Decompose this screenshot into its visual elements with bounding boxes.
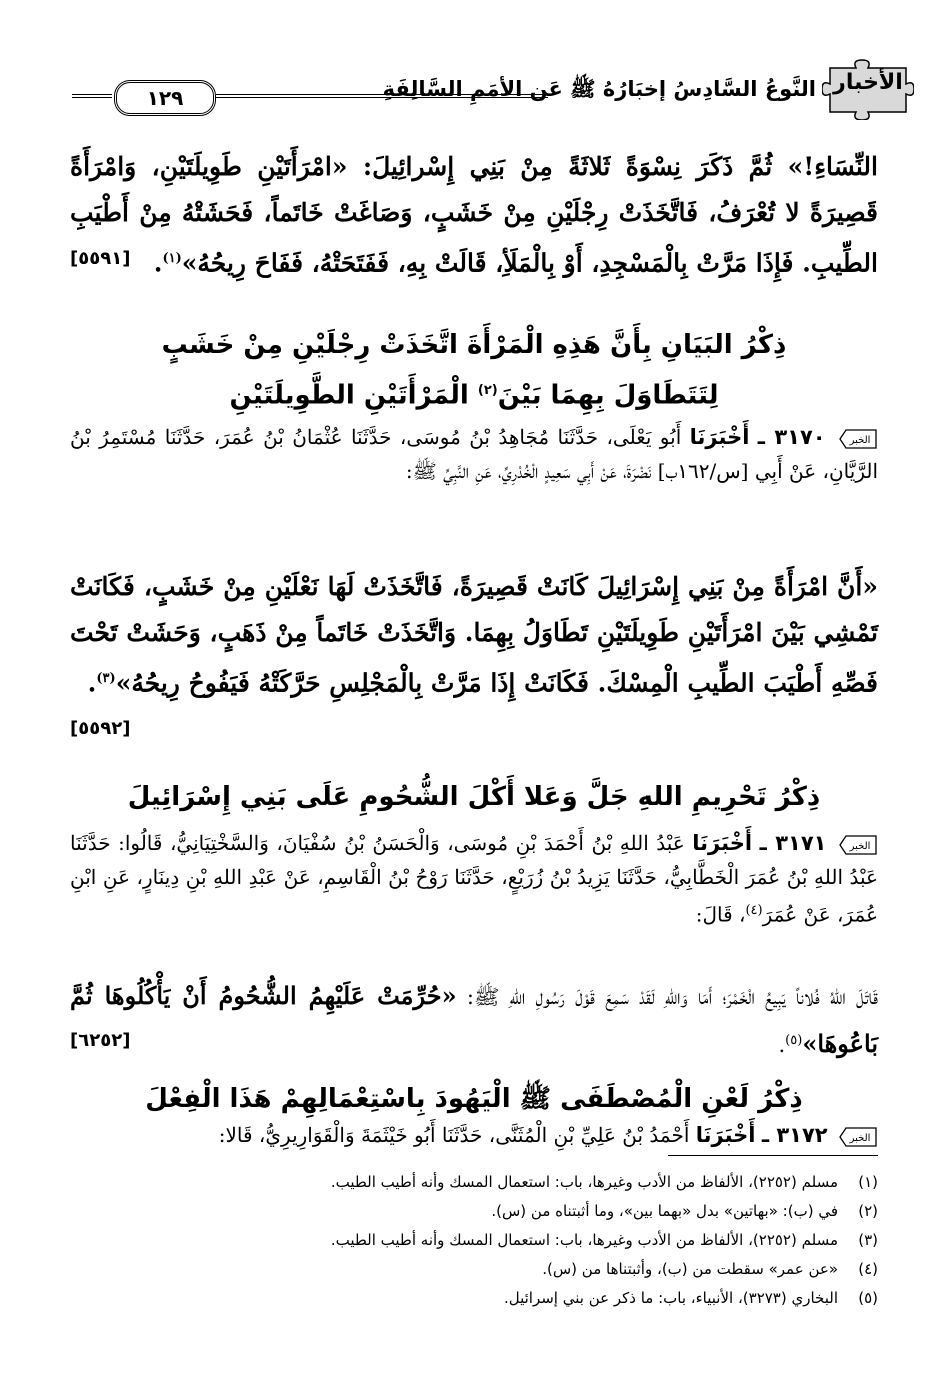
icon-label: الخبر — [849, 840, 871, 852]
footnote — [70, 1284, 878, 1313]
hadith-reference: [٥٥٩١] — [70, 248, 131, 269]
note-mark: (٤) — [745, 903, 763, 918]
footnote-number: (٤) — [858, 1260, 878, 1278]
heading-line: ذِكْرُ لَعْنِ الْمُصْطَفَى ﷺ الْيَهُودَ بِاسْتِعْمَالِهِمْ هَذَا الْفِعْلَ — [145, 1084, 803, 1114]
matn-intro: قَاتَلَ اللهُ فُلاناً يَبِيعُ الْخَمْرَ؛ أَمَا وَاللهِ لَقَدْ سَمِعَ قَوْلَ رَسُولِ اللهِ ﷺ: — [466, 985, 878, 1009]
hadith-number: ٣١٧٠ ـ — [757, 425, 826, 449]
note-mark: (١) — [162, 251, 182, 266]
note-mark: (٣) — [96, 671, 116, 686]
section-heading — [70, 322, 878, 419]
footnote — [70, 1197, 878, 1226]
footnote-text: البخاري (٣٢٧٣)، الأنبياء، باب: ما ذكر عن بني إسرائيل. — [503, 1289, 838, 1307]
isnad-end: ، قَالَ: — [695, 902, 746, 927]
khabar-icon — [838, 833, 878, 857]
icon-label: الخبر — [849, 434, 871, 446]
footnote-number: (٢) — [858, 1202, 878, 1220]
page-number: ١٢٩ — [114, 80, 216, 116]
icon-label: الخبر — [849, 1132, 871, 1144]
matn-text: «حُرِّمَتْ عَلَيْهِمُ الشُّحُومُ أَنْ يَأْكُلُوهَا ثُمَّ بَاعُوهَا» — [70, 981, 878, 1058]
hadith-number: ٣١٧٢ ـ — [761, 1123, 828, 1147]
book-page — [70, 58, 903, 1348]
heading-part: لِتَتَطَاوَلَ بِهِمَا بَيْنَ — [497, 380, 719, 411]
isnad-text: أَحْمَدُ بْنُ عَلِيِّ بْنِ الْمُثَنَّى، حَدَّثَنَا أَبُو خَيْثَمَةَ وَالْقَوَارِيرِيُّ، قَالا: — [218, 1123, 690, 1147]
header-rule-left — [72, 94, 112, 98]
footnote — [70, 1255, 878, 1284]
section-heading — [70, 1076, 878, 1122]
note-mark: (٥) — [785, 1033, 803, 1048]
heading-line: ذِكْرُ البَيَانِ بِأَنَّ هَذِهِ الْمَرْأَةَ اتَّخَذَتْ رِجْلَيْنِ مِنْ خَشَبٍ — [161, 330, 787, 360]
footnotes — [70, 1168, 878, 1313]
footnote-text: «عن عمر» سقطت من (ب)، وأثبتناها من (س). — [542, 1260, 838, 1278]
hadith-matn: «أَنَّ امْرَأَةً مِنْ بَنِي إِسْرَائِيلَ كَانَتْ قَصِيرَةً، فَاتَّخَذَتْ لَهَا نَعْلَيْنِ مِنْ خَشَبٍ، فَكَانَتْ تَمْشِي بَيْنَ امْرَأَتَيْنِ طَوِيلَتَيْنِ تَطَاوَلُ بِهِمَا. وَاتَّخَذَتْ خَاتَماً مِنْ ذَهَبٍ، وَحَشَتْ تَحْتَ فَصِّهِ أَطْيَبَ الطِّيبِ الْمِسْكَ. فَكَانَتْ إِذَا مَرَّتْ بِالْمَجْلِسِ حَرَّكَتْهُ فَيَفُوحُ رِيحُهُ»$^{(٣)}$. [٥٥٩٢] — [70, 564, 878, 752]
heading-line: ذِكْرُ تَحْرِيمِ اللهِ جَلَّ وَعَلا أَكْلَ الشُّحُومِ عَلَى بَنِي إِسْرَائِيلَ — [127, 782, 821, 812]
top-passage-text: النِّسَاءِ!» ثُمَّ ذَكَرَ نِسْوَةً ثَلاثَةً مِنْ بَنِي إِسْرائِيلَ: «امْرَأَتَيْنِ طَوِيلَتَيْنِ، وَامْرَأَةً قَصِيرَةً لا تُعْرَفُ، فَاتَّخَذَتْ رِجْلَيْنِ مِنْ خَشَبٍ، وَصَاغَتْ خَاتَماً، فَحَشَتْهُ مِنْ أَطْيَبِ الطِّيبِ. فَإِذَا مَرَّتْ بِالْمَسْجِدِ، أَوْ بِالْمَلَأِ، قَالَتْ بِهِ، فَفَتَحَتْهُ، فَفَاحَ رِيحُهُ» — [70, 152, 878, 278]
akhbarana: أَخْبَرَنَا — [695, 1123, 756, 1147]
akhbarana: أَخْبَرَنَا — [692, 831, 753, 855]
heading-part: الْمَرْأَتَيْنِ الطَّوِيلَتَيْنِ — [229, 380, 469, 411]
heading-line — [70, 368, 878, 419]
hadith-isnad — [70, 1118, 878, 1152]
hadith-matn: قَاتَلَ اللهُ فُلاناً يَبِيعُ الْخَمْرَ؛ أَمَا وَاللهِ لَقَدْ سَمِعَ قَوْلَ رَسُولِ اللهِ ﷺ: «حُرِّمَتْ عَلَيْهِمُ الشُّحُومُ أَنْ يَأْكُلُوهَا ثُمَّ بَاعُوهَا»$^{(٥)}$. [٦٢٥٢] — [70, 974, 878, 1067]
footnote — [70, 1226, 878, 1255]
isnad-text: عَبْدُ اللهِ بْنُ أَحْمَدَ بْنِ مُوسَى، وَالْحَسَنُ بْنُ سُفْيَانَ، وَالسَّخْتِيَانِيُّ، قَالُوا: حَدَّثَنَا عَبْدُ اللهِ بْنُ عُمَرَ الْخَطَّابِيُّ، حَدَّثَنَا يَزِيدُ بْنُ زُرَيْعٍ، حَدَّثَنَا رَوْحُ بْنُ الْقَاسِمِ، عَنْ عَبْدِ اللهِ بْنِ دِينَارٍ، عَنِ ابْنِ عُمَرَ، عَنْ عُمَرَ — [70, 831, 878, 927]
khabar-icon — [838, 1125, 878, 1149]
hadith-reference: [٥٥٩٢] — [70, 718, 131, 740]
footnote-number: (٥) — [858, 1289, 878, 1307]
matn-text: «أَنَّ امْرَأَةً مِنْ بَنِي إِسْرَائِيلَ كَانَتْ قَصِيرَةً، فَاتَّخَذَتْ لَهَا نَعْلَيْنِ مِنْ خَشَبٍ، فَكَانَتْ تَمْشِي بَيْنَ امْرَأَتَيْنِ طَوِيلَتَيْنِ تَطَاوَلُ بِهِمَا. وَاتَّخَذَتْ خَاتَماً مِنْ ذَهَبٍ، وَحَشَتْ تَحْتَ فَصِّهِ أَطْيَبَ الطِّيبِ الْمِسْكَ. فَكَانَتْ إِذَا مَرَّتْ بِالْمَجْلِسِ حَرَّكَتْهُ فَيَفُوحُ رِيحُهُ» — [70, 572, 878, 698]
footnote-number: (٣) — [858, 1231, 878, 1249]
hadith-reference: [٦٢٥٢] — [70, 1030, 131, 1051]
footnote-number: (١) — [858, 1173, 878, 1191]
note-mark: (٢) — [477, 383, 498, 398]
page-header — [70, 58, 903, 128]
footnote-text: مسلم (٢٢٥٢)، الألفاظ من الأدب وغيرها، باب: استعمال المسك وأنه أطيب الطيب. — [330, 1173, 838, 1191]
footnote-separator — [668, 1155, 878, 1156]
footnote-text: مسلم (٢٢٥٢)، الألفاظ من الأدب وغيرها، باب: استعمال المسك وأنه أطيب الطيب. — [330, 1231, 838, 1249]
puzzle-piece-icon — [822, 58, 914, 120]
akhbarana: أَخْبَرَنَا — [689, 425, 750, 449]
footnote-text: في (ب): «بهاتين» بدل «بهما بين»، وما أثبتناه من (س). — [491, 1202, 838, 1220]
isnad-text: أَبُو يَعْلَى، حَدَّثَنَا مُجَاهِدُ بْنُ مُوسَى، حَدَّثَنَا عُثْمَانُ بْنُ عُمَرَ، حَدَّثَنَا مُسْتَمِرُ بْنُ الرَّيَّانِ، عَنْ أَبِي [س/١٦٢ب] نَضْرَةَ، عَنْ أَبِي سَعِيدٍ الْخُدْرِيِّ، عَنِ النَّبِيِّ ﷺ: — [70, 425, 878, 483]
hadith-isnad — [70, 420, 878, 488]
running-title: النَّوعُ السَّادِسُ إخبَارُهُ ﷺ عَن الأمَمِ السَّالِفَةِ — [382, 77, 816, 101]
top-passage: النِّسَاءِ!» ثُمَّ ذَكَرَ نِسْوَةً ثَلاثَةً مِنْ بَنِي إِسْرائِيلَ: «امْرَأَتَيْنِ طَوِيلَتَيْنِ، وَامْرَأَةً قَصِيرَةً لا تُعْرَفُ، فَاتَّخَذَتْ رِجْلَيْنِ مِنْ خَشَبٍ، وَصَاغَتْ خَاتَماً، فَحَشَتْهُ مِنْ أَطْيَبِ الطِّيبِ. فَإِذَا مَرَّتْ بِالْمَسْجِدِ، أَوْ بِالْمَلَأِ، قَالَتْ بِهِ، فَفَتَحَتْهُ، فَفَاحَ رِيحُهُ»$^{(١)}$. [٥٥٩١] — [70, 144, 878, 286]
hadith-number: ٣١٧١ ـ — [759, 831, 827, 855]
khabar-icon — [838, 427, 878, 451]
section-heading — [70, 774, 878, 820]
footnote — [70, 1168, 878, 1197]
hadith-isnad — [70, 826, 878, 932]
header-rule — [216, 94, 548, 98]
corner-label: الأخبار — [833, 70, 903, 95]
